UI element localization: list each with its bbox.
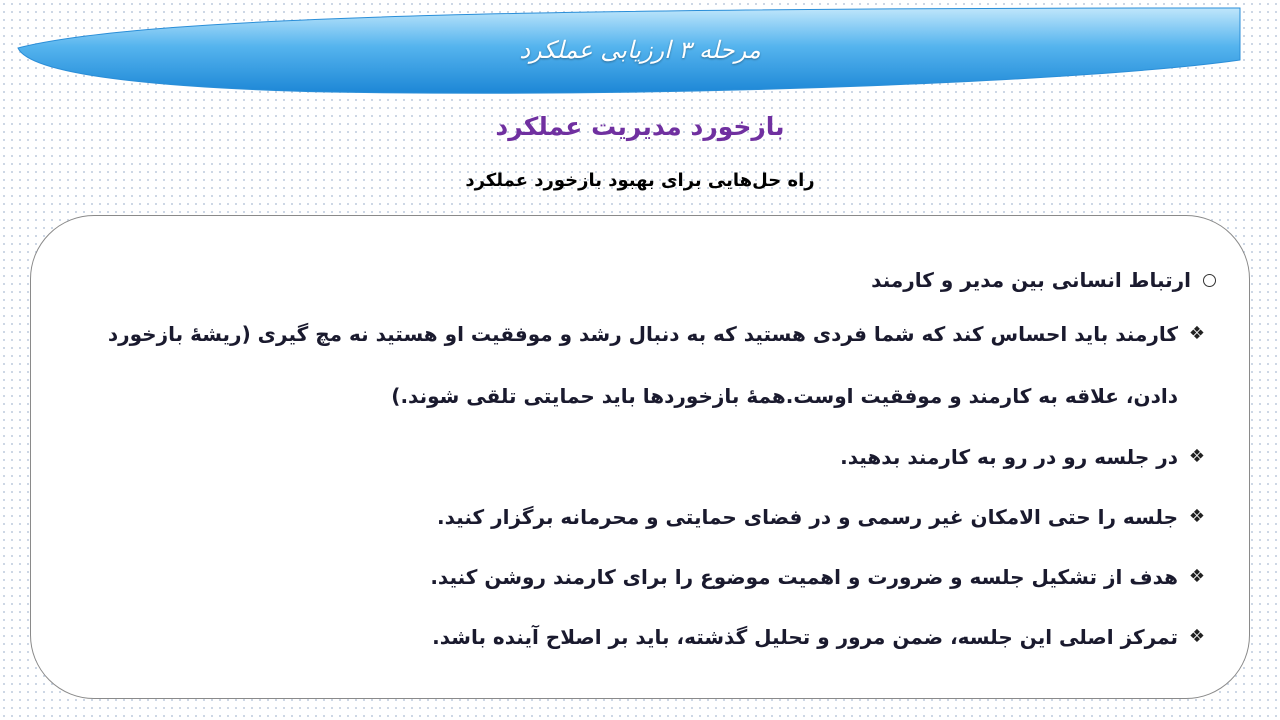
- list-item: [60, 561, 1210, 593]
- content-list: [60, 258, 1210, 653]
- page-subtitle: راه حل‌هایی برای بهبود بازخورد عملکرد: [465, 170, 815, 191]
- section-heading: [60, 258, 1216, 302]
- diamond-bullet-icon: ❖: [1188, 506, 1206, 527]
- list-item-text: هدف از تشکیل جلسه و ضرورت و اهمیت موضوع را برای کارمند روشن کنید.: [430, 565, 1178, 589]
- diamond-bullet-icon: ❖: [1188, 446, 1206, 467]
- list-item-text: تمرکز اصلی این جلسه، ضمن مرور و تحلیل گذشته، باید بر اصلاح آینده باشد.: [432, 625, 1178, 649]
- list-item: [60, 441, 1210, 473]
- list-item: [60, 621, 1210, 653]
- page-title: بازخورد مدیریت عملکرد: [495, 112, 785, 141]
- diamond-bullet-icon: ❖: [1188, 626, 1206, 647]
- list-item-text: در جلسه رو در رو به کارمند بدهید.: [840, 445, 1178, 469]
- list-item-text: جلسه را حتی الامکان غیر رسمی و در فضای حمایتی و محرمانه برگزار کنید.: [437, 505, 1178, 529]
- list-item-text: کارمند باید احساس کند که شما فردی هستید که به دنبال رشد و موفقیت او هستید نه مچ گیری (ریشهٔ بازخورد دادن، علاقه به کارمند و موفقیت اوست.همهٔ بازخوردها باید حمایتی تلقی شوند.): [107, 322, 1178, 408]
- circle-bullet-icon: [1203, 274, 1216, 287]
- banner-title: مرحله ۳ ارزیابی عملکرد: [519, 36, 761, 64]
- section-heading-text: ارتباط انسانی بین مدیر و کارمند: [871, 268, 1191, 292]
- diamond-bullet-icon: ❖: [1188, 323, 1206, 344]
- diamond-bullet-icon: ❖: [1188, 566, 1206, 587]
- list-item: [60, 318, 1210, 427]
- list-item: [60, 501, 1210, 533]
